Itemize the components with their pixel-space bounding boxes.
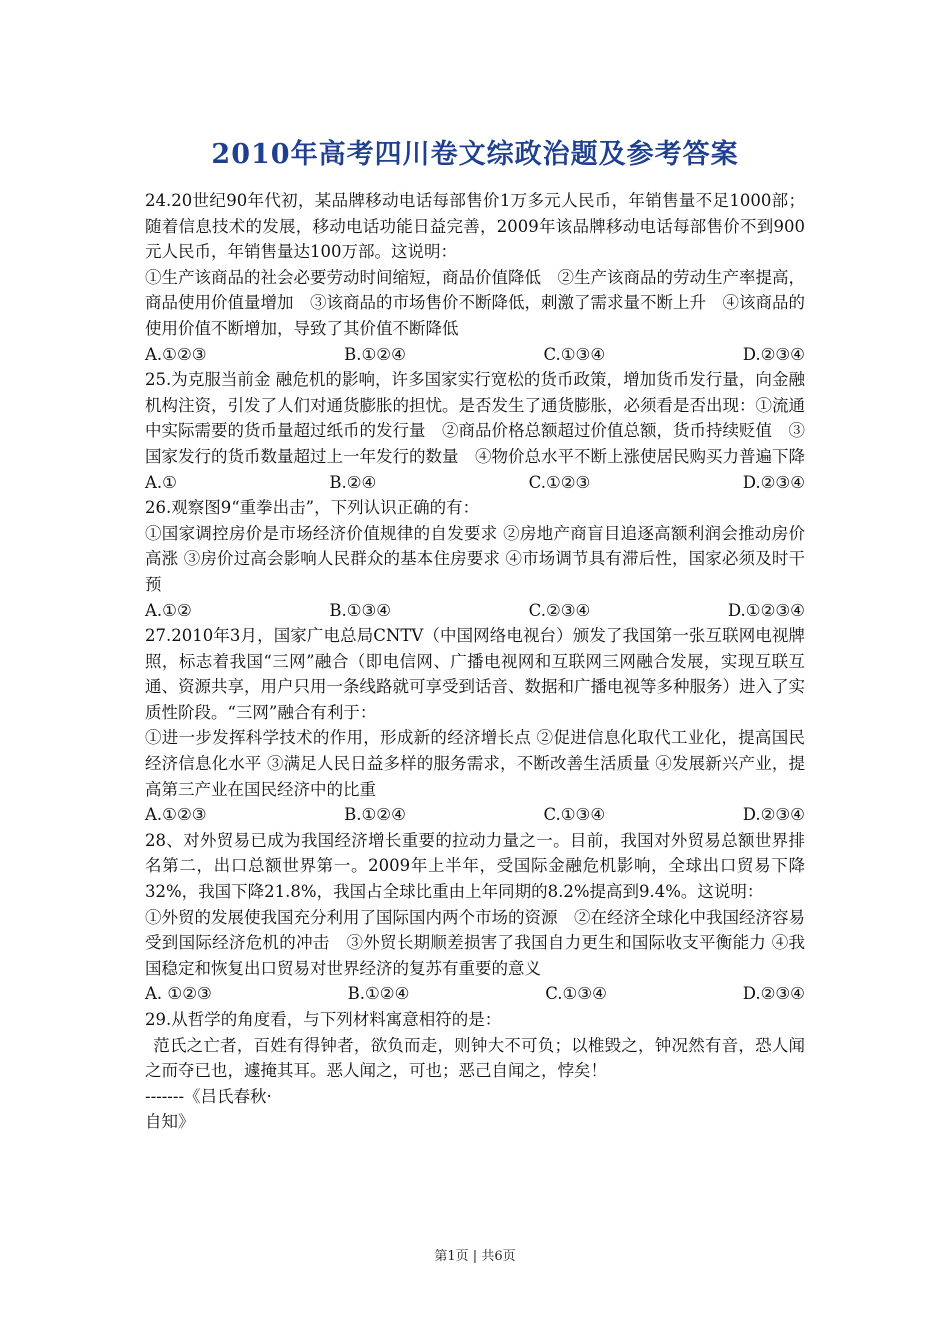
question-stem: 27.2010年3月，国家广电总局CNTV（中国网络电视台）颁发了我国第一张互联网电视牌照，标志着我国“三网”融合（即电信网、广播电视网和互联网三网融合发展，实现互联互通、资源共享，用户只用一条线路就可享受到话音、数据和广播电视等多种服务）进入了实质性阶段。“三网”融合有利于： (145, 626, 805, 722)
question-stem: 25.为克服当前金 融危机的影响，许多国家实行宽松的货币政策，增加货币发行量，向金融机构注资，引发了人们对通货膨胀的担忧。是否发生了通货膨胀，必须看是否出现：①流通中实际需要的货币量超过纸币的发行量 ②商品价格总额超过价值总额，货币持续贬值 ③国家发行的货币数量超过上一年发行的数量 ④物价总水平不断上涨使居民购买力普遍下降 (145, 370, 805, 466)
option-a: A.①②③ (145, 344, 207, 364)
page-footer: 第1页 | 共6页 (434, 1249, 516, 1264)
passage-source: -------《吕氏春秋· (145, 1086, 272, 1106)
option-d: D.①②③④ (727, 600, 805, 620)
document-body (145, 188, 805, 1135)
quoted-passage: 范氏之亡者，百姓有得钟者，欲负而走，则钟大不可负；以椎毁之，钟况然有音，恐人闻之而夺已也，遽掩其耳。恶人闻之，可也；恶己自闻之，悖矣！ (145, 1035, 805, 1081)
option-a: A.①② (145, 600, 192, 620)
option-c: C.①③④ (543, 805, 606, 825)
question-statements: ①外贸的发展使我国充分利用了国际国内两个市场的资源 ②在经济全球化中我国经济容易受到国际经济危机的冲击 ③外贸长期顺差损害了我国自力更生和国际收支平衡能力 ④我国稳定和恢复出口贸易对世界经济的复苏有重要的意义 (145, 907, 805, 978)
question-28 (145, 828, 805, 1007)
question-stem: 28、对外贸易已成为我国经济增长重要的拉动力量之一。目前，我国对外贸易总额世界排名第二，出口总额世界第一。2009年上半年，受国际金融危机影响，全球出口贸易下降32%，我国下降21.8%，我国占全球比重由上年同期的8.2%提高到9.4%。这说明： (145, 830, 805, 902)
answer-options (145, 802, 805, 828)
option-a: A.①②③ (145, 805, 207, 825)
question-statements: ①进一步发挥科学技术的作用，形成新的经济增长点 ②促进信息化取代工业化，提高国民经济信息化水平 ③满足人民日益多样的服务需求，不断改善生活质量 ④发展新兴产业，提高第三产业在国民经济中的比重 (145, 728, 805, 799)
option-a: A. ①②③ (145, 984, 212, 1004)
passage-source-continued: 自知》 (145, 1112, 195, 1132)
question-stem: 26.观察图9“重拳出击”，下列认识正确的有： (145, 498, 480, 518)
question-stem: 24.20世纪90年代初，某品牌移动电话每部售价1万多元人民币，年销售量不足1000部；随着信息技术的发展，移动电话功能日益完善，2009年该品牌移动电话每部售价不到900元人民币，年销售量达100万部。这说明： (145, 191, 805, 262)
option-c: C.①③④ (545, 984, 607, 1004)
page-title: 2010年高考四川卷文综政治题及参考答案 (211, 139, 739, 170)
option-c: C.②③④ (528, 600, 591, 620)
option-b: B.①②④ (344, 344, 406, 364)
question-25 (145, 367, 805, 495)
question-29 (145, 1007, 805, 1135)
option-d: D.②③④ (742, 805, 805, 825)
answer-options (145, 342, 805, 368)
option-b: B.①②④ (344, 805, 406, 825)
question-statements: ①国家调控房价是市场经济价值规律的自发要求 ②房地产商盲目追逐高额利润会推动房价高涨 ③房价过高会影响人民群众的基本住房要求 ④市场调节具有滞后性，国家必须及时干预 (145, 523, 805, 594)
question-27 (145, 623, 805, 828)
question-statements: ①生产该商品的社会必要劳动时间缩短，商品价值降低 ②生产该商品的劳动生产率提高，商品使用价值量增加 ③该商品的市场售价不断降低，刺激了需求量不断上升 ④该商品的使用价值不断增加，导致了其价值不断降低 (145, 267, 805, 338)
answer-options (145, 470, 805, 496)
answer-options (145, 598, 805, 624)
option-d: D.②③④ (742, 344, 805, 364)
question-26 (145, 495, 805, 623)
option-d: D.②③④ (742, 984, 805, 1004)
option-d: D.②③④ (742, 472, 805, 492)
option-b: B.②④ (329, 472, 377, 492)
option-b: B.①②④ (347, 984, 410, 1004)
option-b: B.①③④ (329, 600, 392, 620)
question-24 (145, 188, 805, 367)
option-c: C.①③④ (543, 344, 606, 364)
option-a: A.① (145, 472, 177, 492)
question-stem: 29.从哲学的角度看，与下列材料寓意相符的是： (145, 1010, 502, 1029)
answer-options (145, 981, 805, 1007)
option-c: C.①②③ (528, 472, 591, 492)
